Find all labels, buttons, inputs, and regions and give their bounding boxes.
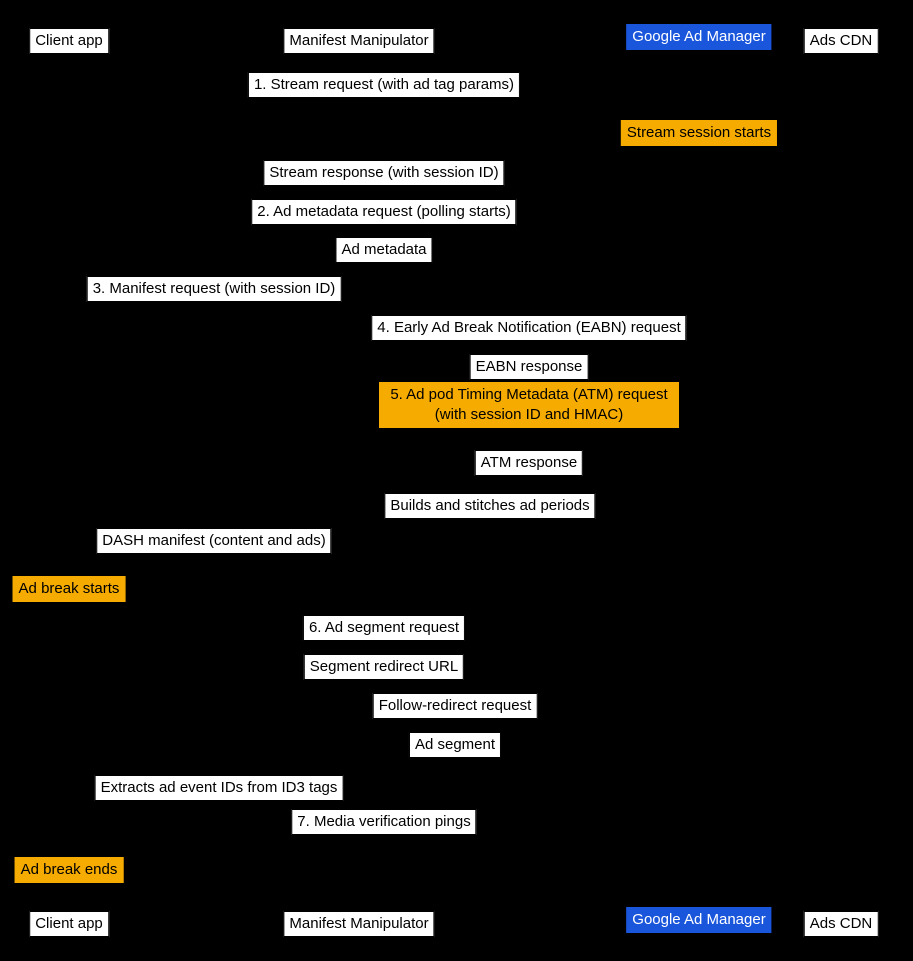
message-line-2: (with session ID and HMAC) xyxy=(434,406,624,423)
lifeline-bottom-manifest-manipulator: Manifest Manipulator xyxy=(283,911,434,937)
message-ad-break-ends: Ad break ends xyxy=(15,857,124,883)
message-segment-redirect-url: Segment redirect URL xyxy=(304,654,464,680)
message-6-ad-segment-request: 6. Ad segment request xyxy=(303,615,465,641)
message-1-stream-request-with-ad-tag-params: 1. Stream request (with ad tag params) xyxy=(248,72,520,98)
message-follow-redirect-request: Follow-redirect request xyxy=(373,693,538,719)
message-builds-and-stitches-ad-periods: Builds and stitches ad periods xyxy=(384,493,595,519)
lifeline-top-client-app: Client app xyxy=(29,28,109,54)
message-ad-metadata: Ad metadata xyxy=(335,237,432,263)
message-5-ad-pod-timing-metadata-atm-request-with-sessio xyxy=(379,382,679,428)
message-dash-manifest-content-and-ads: DASH manifest (content and ads) xyxy=(96,528,331,554)
lifeline-bottom-ads-cdn: Ads CDN xyxy=(804,911,879,937)
lifeline-bottom-client-app: Client app xyxy=(29,911,109,937)
message-2-ad-metadata-request-polling-starts: 2. Ad metadata request (polling starts) xyxy=(251,199,516,225)
message-atm-response: ATM response xyxy=(475,450,583,476)
lifeline-top-ads-cdn: Ads CDN xyxy=(804,28,879,54)
message-ad-break-starts: Ad break starts xyxy=(13,576,126,602)
message-ad-segment: Ad segment xyxy=(409,732,501,758)
message-extracts-ad-event-ids-from-id3-tags: Extracts ad event IDs from ID3 tags xyxy=(95,775,344,801)
message-stream-session-starts: Stream session starts xyxy=(621,120,777,146)
lifeline-bottom-google-ad-manager: Google Ad Manager xyxy=(626,907,771,933)
lifeline-top-google-ad-manager: Google Ad Manager xyxy=(626,24,771,50)
message-4-early-ad-break-notification-eabn-request: 4. Early Ad Break Notification (EABN) request xyxy=(371,315,686,341)
lifeline-top-manifest-manipulator: Manifest Manipulator xyxy=(283,28,434,54)
message-eabn-response: EABN response xyxy=(470,354,589,380)
message-7-media-verification-pings: 7. Media verification pings xyxy=(291,809,476,835)
message-line-1: 5. Ad pod Timing Metadata (ATM) request xyxy=(390,386,668,403)
message-stream-response-with-session-id: Stream response (with session ID) xyxy=(263,160,504,186)
message-3-manifest-request-with-session-id: 3. Manifest request (with session ID) xyxy=(87,276,342,302)
